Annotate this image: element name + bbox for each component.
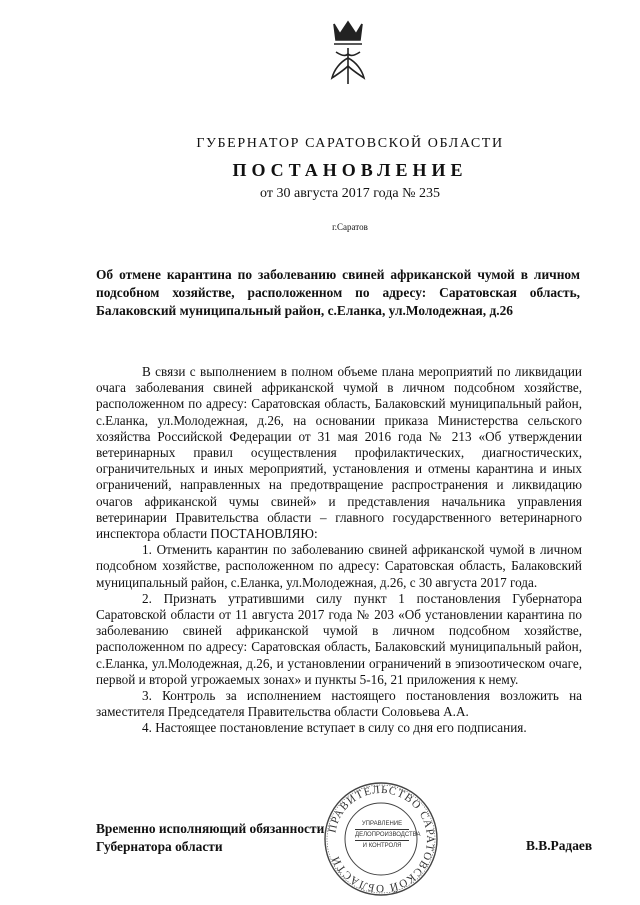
stamp-inner-line: ДЕЛОПРОИЗВОДСТВА: [355, 832, 421, 838]
stamp-inner-line: И КОНТРОЛЯ: [362, 843, 402, 849]
document-body: [96, 364, 582, 737]
signatory-name: В.В.Радаев: [526, 838, 593, 853]
document-type: ПОСТАНОВЛЕНИЕ: [232, 160, 468, 180]
document-date-number: от 30 августа 2017 года № 235: [260, 186, 440, 201]
resolution-item-3: 3. Контроль за исполнением настоящего постановления возложить на заместителя Председателя Правительства области Соловьева А.А.: [96, 688, 582, 720]
document-title: Об отмене карантина по заболеванию свиней африканской чумой в личном подсобном хозяйстве, расположенном по адресу: Саратовская область, Балаковский муниципальный район, с.Еланка, ул.Молодежная, д.26: [96, 267, 580, 318]
resolution-item-4: 4. Настоящее постановление вступает в силу со дня его подписания.: [142, 720, 527, 736]
stamp-ring-text: ПРАВИТЕЛЬСТВО САРАТОВСКОЙ ОБЛАСТИ: [326, 783, 437, 895]
resolution-item-2: 2. Признать утратившими силу пункт 1 постановления Губернатора Саратовской области от 11 августа 2017 года № 203 «Об установлении карантина по заболеванию свиней африканской чумой в личном подсобном хозяйстве, расположенном по адресу: Саратовская область, Балаковский муниципальный район, с.Еланка, ул.Молодежная, д.26, и установлении ограничений в эпизоотическом очаге, первой и второй угрожаемых зонах» и пункты 5-16, 21 приложения к нему.: [96, 590, 582, 687]
signatory-position-line: Временно исполняющий обязанности: [96, 821, 325, 836]
signatory-position: [96, 820, 324, 856]
stamp-inner-text: [355, 820, 421, 850]
resolution-item-1: 1. Отменить карантин по заболеванию свиней африканской чумой в личном подсобном хозяйстве, расположенном по адресу: Саратовская область, Балаковский муниципальный район, с.Еланка, ул.Молодежная, д.26, с 30 августа 2017 года.: [96, 542, 582, 590]
stamp-inner-line: УПРАВЛЕНИЕ: [361, 821, 403, 827]
issuing-authority: ГУБЕРНАТОР САРАТОВСКОЙ ОБЛАСТИ: [196, 136, 504, 151]
signatory-position-line: Губернатора области: [96, 839, 223, 854]
document-city: г.Саратов: [332, 222, 368, 232]
saratov-coat-of-arms-icon: [318, 18, 378, 90]
preamble-paragraph: В связи с выполнением в полном объеме плана мероприятий по ликвидации очага заболевания свиней африканской чумой в личном подсобном хозяйстве, расположенном по адресу: Саратовская область, Балаковский муниципальный район, с.Еланка, ул.Молодежная, д.26, на основании приказа Министерства сельского хозяйства Российской Федерации от 31 мая 2016 года № 213 «Об утверждении ветеринарных правил осуществления профилактических, диагностических, ограничительных и иных мероприятий, установления и отмены карантина и иных ограничений, направленных на предотвращение распространения и ликвидацию очагов африканской чумы свиней» и представления начальника управления ветеринарии Правительства области – главного государственного ветеринарного инспектора области ПОСТАНОВЛЯЮ:: [96, 364, 582, 542]
